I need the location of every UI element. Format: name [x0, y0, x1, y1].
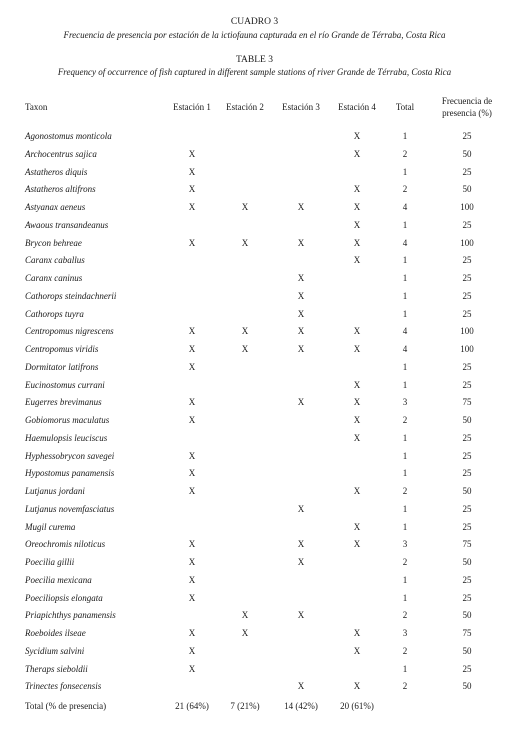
cell-total: 2 [402, 415, 408, 425]
cell-taxon: Hyphessobrycon savegei [25, 450, 115, 461]
cell-frequency: 50 [462, 415, 472, 425]
cell-total: 1 [402, 592, 408, 603]
cell-total: 1 [402, 379, 408, 390]
totals-station-4: 20 (61%) [340, 701, 374, 711]
cell-frequency: 25 [462, 663, 472, 674]
cell-frequency: 50 [462, 148, 472, 159]
cell-station-4: X [353, 184, 361, 195]
cell-station-1: X [188, 326, 196, 337]
cell-frequency: 75 [462, 397, 472, 408]
table-row [0, 359, 509, 377]
cell-station-3: X [297, 397, 305, 408]
cell-total: 1 [402, 166, 408, 177]
table-row [0, 643, 509, 661]
cell-frequency: 50 [462, 486, 472, 496]
cell-total: 4 [402, 344, 408, 354]
table-row [0, 448, 509, 466]
cell-total: 2 [402, 681, 408, 692]
table-row [0, 554, 509, 572]
cell-taxon: Oreochromis niloticus [25, 539, 106, 550]
cell-station-1: X [188, 450, 196, 461]
cell-taxon: Astatheros diquis [25, 166, 88, 177]
cell-frequency: 25 [462, 379, 472, 390]
cell-station-4: X [353, 645, 361, 656]
cell-station-4: X [353, 148, 361, 159]
cell-frequency: 25 [462, 308, 472, 319]
cell-station-1: X [188, 468, 196, 479]
table-row [0, 306, 509, 324]
cell-station-4: X [353, 202, 361, 212]
table-row [0, 235, 509, 253]
table-row [0, 323, 509, 341]
table-row [0, 146, 509, 164]
cell-taxon: Theraps sieboldii [25, 663, 88, 674]
cell-frequency: 25 [462, 166, 472, 177]
cell-total: 4 [402, 326, 408, 337]
caption-label-es: CUADRO 3 [230, 17, 279, 27]
header-taxon: Taxon [25, 102, 48, 112]
cell-station-4: X [353, 415, 361, 425]
table-row [0, 607, 509, 625]
cell-taxon: Archocentrus sajica [25, 148, 97, 159]
cell-frequency: 100 [460, 344, 474, 354]
table-row [0, 536, 509, 554]
table-row [0, 661, 509, 679]
cell-station-1: X [188, 344, 196, 354]
cell-total: 3 [402, 539, 408, 550]
cell-taxon: Dormitator latifrons [25, 361, 99, 372]
cell-total: 1 [402, 361, 408, 372]
table-row [0, 377, 509, 395]
cell-frequency: 50 [462, 681, 472, 692]
table-row [0, 164, 509, 182]
table-row [0, 465, 509, 483]
cell-taxon: Hypostomus panamensis [25, 468, 115, 479]
cell-total: 3 [402, 397, 408, 408]
cell-station-1: X [188, 663, 196, 674]
cell-frequency: 75 [462, 628, 472, 638]
cell-station-4: X [353, 237, 361, 248]
header-frequency-line2: presencia (%) [442, 108, 492, 118]
cell-taxon: Eucinostomus currani [25, 379, 105, 390]
cell-taxon: Cathorops tuyra [25, 308, 84, 319]
cell-station-4: X [353, 379, 361, 390]
cell-total: 1 [402, 468, 408, 479]
cell-taxon: Trinectes fonsecensis [25, 681, 102, 692]
cell-station-1: X [188, 202, 196, 212]
cell-frequency: 100 [460, 202, 474, 212]
cell-frequency: 25 [462, 503, 472, 514]
totals-station-1: 21 (64%) [175, 701, 209, 711]
totals-label: Total (% de presencia) [25, 701, 107, 711]
cell-frequency: 50 [462, 645, 472, 656]
cell-frequency: 25 [462, 450, 472, 461]
table-row [0, 572, 509, 590]
table-row [0, 412, 509, 430]
cell-station-1: X [188, 415, 196, 425]
cell-total: 1 [402, 290, 408, 301]
cell-taxon: Centropomus nigrescens [25, 326, 114, 337]
cell-station-2: X [241, 610, 249, 621]
cell-station-4: X [353, 681, 361, 692]
table-row [0, 678, 509, 696]
cell-station-3: X [297, 326, 305, 337]
cell-station-1: X [188, 184, 196, 195]
cell-station-4: X [353, 628, 361, 638]
cell-total: 1 [402, 255, 408, 266]
cell-station-3: X [297, 557, 305, 567]
cell-frequency: 25 [462, 131, 472, 141]
cell-total: 3 [402, 628, 408, 638]
cell-taxon: Haemulopsis leuciscus [25, 432, 108, 443]
cell-total: 1 [402, 432, 408, 443]
cell-taxon: Priapichthys panamensis [25, 610, 116, 621]
cell-total: 1 [402, 521, 408, 532]
cell-station-1: X [188, 166, 196, 177]
cell-total: 1 [402, 308, 408, 319]
cell-total: 1 [402, 219, 408, 230]
cell-station-2: X [241, 628, 249, 638]
cell-frequency: 25 [462, 361, 472, 372]
cell-frequency: 50 [462, 557, 472, 567]
cell-station-3: X [297, 344, 305, 354]
cell-frequency: 25 [462, 574, 472, 585]
cell-station-2: X [241, 237, 249, 248]
cell-station-2: X [241, 344, 249, 354]
cell-frequency: 25 [462, 468, 472, 479]
table-row [0, 341, 509, 359]
cell-taxon: Centropomus viridis [25, 344, 99, 354]
cell-station-1: X [188, 592, 196, 603]
cell-total: 4 [402, 237, 408, 248]
cell-total: 1 [402, 131, 408, 141]
table-row [0, 501, 509, 519]
cell-frequency: 25 [462, 592, 472, 603]
cell-station-2: X [241, 326, 249, 337]
cell-station-1: X [188, 237, 196, 248]
cell-station-1: X [188, 645, 196, 656]
cell-station-4: X [353, 397, 361, 408]
cell-station-1: X [188, 361, 196, 372]
header-station-2: Estación 2 [226, 102, 264, 112]
cell-total: 1 [402, 503, 408, 514]
cell-taxon: Mugil curema [25, 521, 76, 532]
cell-station-4: X [353, 255, 361, 266]
cell-frequency: 100 [460, 326, 474, 337]
caption-title-en: Frequency of occurrence of fish captured in different sample stations of river Grande de Térraba, Costa Rica [57, 67, 452, 77]
cell-total: 1 [402, 574, 408, 585]
cell-station-4: X [353, 219, 361, 230]
totals-station-3: 14 (42%) [284, 701, 318, 711]
cell-taxon: Poecilia gillii [25, 557, 75, 567]
cell-frequency: 75 [462, 539, 472, 550]
header-frequency-line1: Frecuencia de [441, 96, 493, 106]
cell-total: 4 [402, 202, 408, 212]
cell-station-4: X [353, 131, 361, 141]
caption-title-es: Frecuencia de presencia por estación de la ictiofauna capturada en el río Grande de Térraba, Costa Rica [63, 30, 446, 40]
totals-station-2: 7 (21%) [230, 701, 260, 711]
cell-taxon: Caranx caninus [25, 273, 83, 283]
table-row [0, 217, 509, 235]
header-station-1: Estación 1 [173, 102, 211, 112]
cell-frequency: 50 [462, 184, 472, 195]
cell-station-3: X [297, 308, 305, 319]
cell-taxon: Lutjanus novemfasciatus [25, 503, 115, 514]
cell-taxon: Eugerres brevimanus [25, 397, 102, 408]
cell-station-3: X [297, 681, 305, 692]
cell-frequency: 25 [462, 219, 472, 230]
cell-station-3: X [297, 237, 305, 248]
cell-station-4: X [353, 432, 361, 443]
table-row [0, 394, 509, 412]
cell-total: 2 [402, 486, 408, 496]
cell-station-3: X [297, 503, 305, 514]
cell-station-3: X [297, 610, 305, 621]
table-row [0, 252, 509, 270]
cell-taxon: Brycon behreae [25, 237, 82, 248]
cell-frequency: 25 [462, 432, 472, 443]
table-row [0, 430, 509, 448]
cell-taxon: Poecilia mexicana [25, 574, 92, 585]
header-station-4: Estación 4 [338, 102, 376, 112]
cell-taxon: Awaous transandeanus [25, 219, 109, 230]
cell-total: 1 [402, 273, 408, 283]
header-station-3: Estación 3 [282, 102, 320, 112]
cell-taxon: Poeciliopsis elongata [25, 592, 103, 603]
cell-taxon: Roeboides ilseae [25, 628, 86, 638]
cell-total: 2 [402, 557, 408, 567]
table-row [0, 199, 509, 217]
cell-station-3: X [297, 202, 305, 212]
cell-frequency: 50 [462, 610, 472, 621]
cell-station-1: X [188, 397, 196, 408]
cell-station-2: X [241, 202, 249, 212]
cell-taxon: Astyanax aeneus [25, 202, 86, 212]
cell-frequency: 25 [462, 521, 472, 532]
cell-station-3: X [297, 290, 305, 301]
cell-station-4: X [353, 539, 361, 550]
cell-frequency: 25 [462, 255, 472, 266]
cell-taxon: Caranx caballus [25, 255, 85, 266]
cell-station-4: X [353, 521, 361, 532]
cell-taxon: Sycidium salvini [25, 645, 85, 656]
cell-total: 2 [402, 184, 408, 195]
cell-station-1: X [188, 574, 196, 585]
cell-station-1: X [188, 486, 196, 496]
table-row [0, 128, 509, 146]
cell-station-1: X [188, 628, 196, 638]
cell-station-4: X [353, 326, 361, 337]
table-row [0, 288, 509, 306]
cell-taxon: Gobiomorus maculatus [25, 415, 110, 425]
cell-station-4: X [353, 486, 361, 496]
cell-station-1: X [188, 557, 196, 567]
cell-taxon: Agonostomus monticola [25, 131, 112, 141]
cell-total: 1 [402, 450, 408, 461]
cell-total: 1 [402, 663, 408, 674]
cell-frequency: 25 [462, 290, 472, 301]
cell-total: 2 [402, 610, 408, 621]
table-row [0, 483, 509, 501]
caption-label-en: TABLE 3 [236, 55, 273, 65]
cell-station-3: X [297, 273, 305, 283]
cell-total: 2 [402, 148, 408, 159]
cell-taxon: Cathorops steindachnerii [25, 290, 117, 301]
cell-station-4: X [353, 344, 361, 354]
table-row [0, 270, 509, 288]
table-row [0, 590, 509, 608]
cell-station-3: X [297, 539, 305, 550]
table-row [0, 181, 509, 199]
cell-station-1: X [188, 539, 196, 550]
cell-taxon: Astatheros altifrons [25, 184, 96, 195]
cell-total: 2 [402, 645, 408, 656]
table-row [0, 519, 509, 537]
cell-station-1: X [188, 148, 196, 159]
cell-taxon: Lutjanus jordani [25, 486, 85, 496]
table-row [0, 625, 509, 643]
cell-frequency: 100 [460, 237, 474, 248]
header-total: Total [395, 102, 415, 112]
cell-frequency: 25 [462, 273, 472, 283]
